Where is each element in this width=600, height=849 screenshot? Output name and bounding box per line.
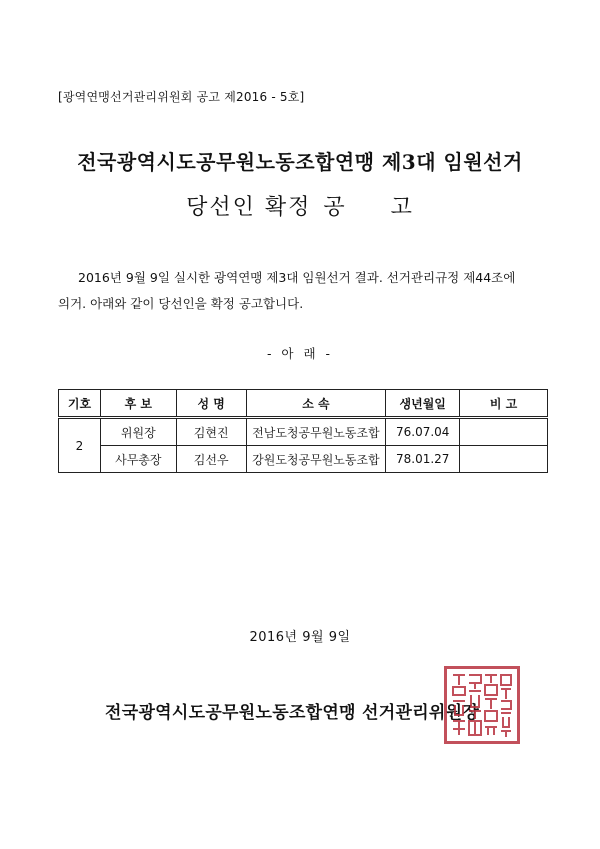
- subtitle-part-1: 당선인 확정: [186, 195, 312, 220]
- document-title: 전국광역시도공무원노동조합연맹 제3대 임원선거: [77, 150, 523, 174]
- elected-candidates-table: [58, 389, 548, 473]
- header-affiliation: 소 속: [246, 390, 386, 418]
- subtitle-part-2: 공: [323, 195, 347, 220]
- candidate-number: 2: [59, 418, 101, 473]
- cell-birthdate: 78.01.27: [386, 446, 460, 473]
- cell-affiliation: 강원도청공무원노동조합: [246, 446, 386, 473]
- document-subtitle: [0, 190, 600, 221]
- body-line-1: 2016년 9월 9일 실시한 광역연맹 제3대 임원선거 결과. 선거관리규정 제44조에: [78, 270, 516, 285]
- header-birthdate: 생년월일: [386, 390, 460, 418]
- announcement-date: 2016년 9월 9일: [249, 630, 351, 645]
- cell-name: 김현진: [176, 418, 246, 446]
- cell-position: 위원장: [100, 418, 176, 446]
- header-name: 성 명: [176, 390, 246, 418]
- table-row: [59, 446, 548, 473]
- cell-position: 사무총장: [100, 446, 176, 473]
- cell-birthdate: 76.07.04: [386, 418, 460, 446]
- header-number: 기호: [59, 390, 101, 418]
- official-seal-icon: [444, 666, 520, 744]
- table-header-row: [59, 390, 548, 418]
- announcement-body: [58, 265, 550, 317]
- subtitle-part-3: 고: [390, 195, 414, 220]
- header-note: 비 고: [460, 390, 548, 418]
- cell-name: 김선우: [176, 446, 246, 473]
- issuer-name: 전국광역시도공무원노동조합연맹 선거관리위원장: [105, 703, 480, 723]
- header-candidate: 후 보: [100, 390, 176, 418]
- cell-note: [460, 418, 548, 446]
- notice-number: [광역연맹선거관리위원회 공고 제2016 - 5호]: [58, 90, 305, 104]
- table-row: [59, 418, 548, 446]
- body-line-2: 의거. 아래와 같이 당선인을 확정 공고합니다.: [58, 296, 304, 311]
- section-heading: - 아 래 -: [266, 346, 334, 361]
- cell-affiliation: 전남도청공무원노동조합: [246, 418, 386, 446]
- cell-note: [460, 446, 548, 473]
